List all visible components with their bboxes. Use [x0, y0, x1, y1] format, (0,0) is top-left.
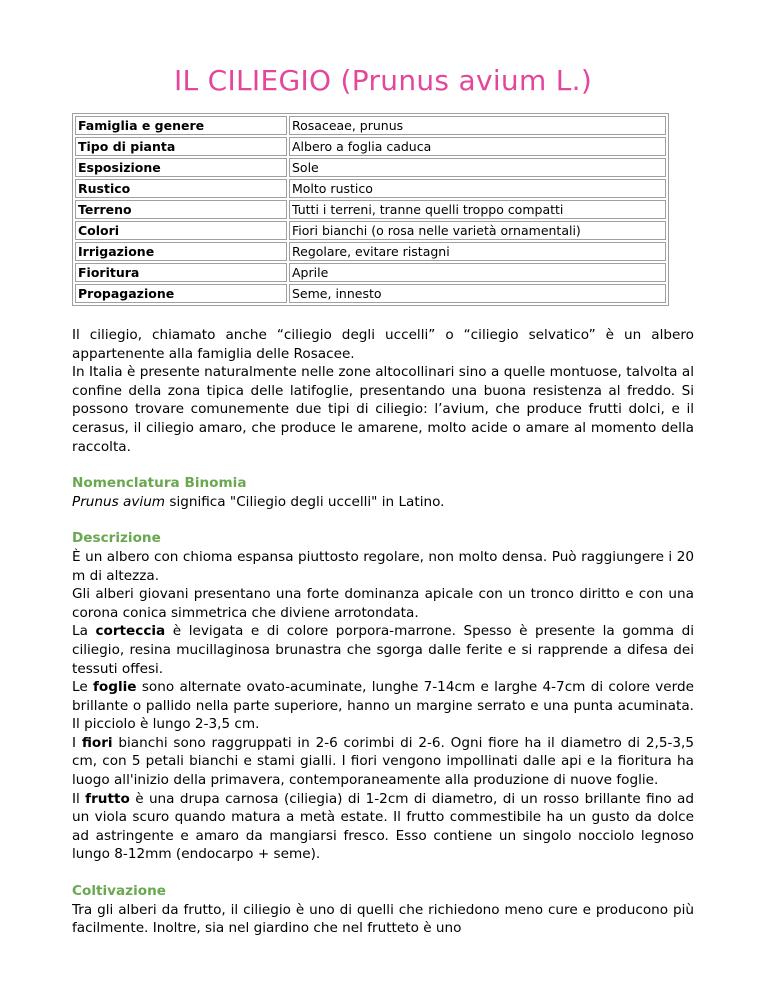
- corteccia-term: corteccia: [95, 623, 166, 640]
- frutto-text: è una drupa carnosa (ciliegia) di 1-2cm di diametro, di un rosso brillante fino ad un viola scuro quando matura a metà estate. Il frutto commestibile ha un gusto da dolce ad astringente e amaro da mangiarsi fresco. Esso contiene un singolo nocciolo legnoso lungo 8-12mm (endocarpo + seme).: [72, 790, 694, 863]
- info-value: Albero a foglia caduca: [289, 137, 666, 156]
- info-value: Fiori bianchi (o rosa nelle varietà ornamentali): [289, 221, 666, 240]
- frutto-term: frutto: [85, 790, 130, 807]
- info-value: Sole: [289, 158, 666, 177]
- descrizione-paragraph-2: Gli alberi giovani presentano una forte dominanza apicale con un tronco diritto e con una corona conica simmetrica che diviene arrotondata.: [72, 586, 694, 621]
- info-value: Regolare, evitare ristagni: [289, 242, 666, 261]
- info-row: [75, 137, 666, 156]
- binomial-name: Prunus avium: [72, 493, 166, 510]
- info-row: [75, 116, 666, 135]
- frutto-paragraph: [72, 790, 694, 864]
- section-heading-descrizione: Descrizione: [72, 530, 161, 547]
- info-row: [75, 263, 666, 282]
- info-key: Tipo di pianta: [75, 137, 287, 156]
- nomenclatura-paragraph: [72, 493, 694, 512]
- section-heading-coltivazione: Coltivazione: [72, 883, 166, 900]
- frutto-pre: Il: [72, 790, 86, 807]
- corteccia-paragraph: [72, 622, 694, 678]
- fiori-text: bianchi sono raggruppati in 2-6 corimbi di 2-6. Ogni fiore ha il diametro di 2,5-3,5 cm, con 5 petali bianchi e stami gialli. I fiori vengono impollinati dalle api e la fioritura ha luogo all'inizio della primavera, contemporaneamente alla produzione di nuove foglie.: [72, 734, 694, 789]
- info-value: Molto rustico: [289, 179, 666, 198]
- info-key: Propagazione: [75, 284, 287, 303]
- info-key: Fioritura: [75, 263, 287, 282]
- fiori-term: fiori: [81, 734, 113, 751]
- info-key: Rustico: [75, 179, 287, 198]
- page-title: IL CILIEGIO (Prunus avium L.): [173, 64, 593, 97]
- info-row: [75, 200, 666, 219]
- info-value: Tutti i terreni, tranne quelli troppo compatti: [289, 200, 666, 219]
- info-value: Rosaceae, prunus: [289, 116, 666, 135]
- intro-paragraph-2: In Italia è presente naturalmente nelle zone altocollinari sino a quelle montuose, talvolta al confine della zona tipica delle latifoglie, presentando una buona resistenza al freddo. Si possono trovare comunemente due tipi di ciliegio: l’avium, che produce frutti dolci, e il cerasus, il ciliegio amaro, che produce le amarene, molto acide o amare al momento della raccolta.: [72, 364, 694, 455]
- info-key: Esposizione: [75, 158, 287, 177]
- section-heading-nomenclatura: Nomenclatura Binomia: [72, 475, 247, 492]
- corteccia-pre: La: [72, 623, 96, 640]
- foglie-text: sono alternate ovato-acuminate, lunghe 7-14cm e larghe 4-7cm di colore verde brillante o pallido nella parte superiore, hanno un margine serrato e una punta acuminata. Il picciolo è lungo 2-3,5 cm.: [72, 679, 694, 733]
- info-key: Terreno: [75, 200, 287, 219]
- info-table: [72, 113, 669, 306]
- document-page: [72, 0, 694, 938]
- descrizione-paragraph-1: È un albero con chioma espansa piuttosto regolare, non molto densa. Può raggiungere i 20 m di altezza.: [72, 548, 694, 584]
- fiori-pre: I: [72, 734, 82, 751]
- foglie-term: foglie: [93, 679, 137, 696]
- info-row: [75, 221, 666, 240]
- info-key: Colori: [75, 221, 287, 240]
- info-row: [75, 284, 666, 303]
- info-row: [75, 179, 666, 198]
- info-row: [75, 242, 666, 261]
- coltivazione-paragraph: Tra gli alberi da frutto, il ciliegio è uno di quelli che richiedono meno cure e producono più facilmente. Inoltre, sia nel giardino che nel frutteto è uno: [72, 901, 694, 937]
- info-value: Seme, innesto: [289, 284, 666, 303]
- info-key: Irrigazione: [75, 242, 287, 261]
- corteccia-text: è levigata e di colore porpora-marrone. Spesso è presente la gomma di ciliegio, resina mucillaginosa brunastra che sgorga dalle ferite e si rapprende a difesa dei tessuti offesi.: [72, 623, 694, 677]
- info-value: Aprile: [289, 263, 666, 282]
- foglie-paragraph: [72, 678, 694, 734]
- fiori-paragraph: [72, 734, 694, 790]
- intro-paragraph-1: Il ciliegio, chiamato anche “ciliegio degli uccelli” o “ciliegio selvatico” è un albero appartenente alla famiglia delle Rosacee.: [72, 327, 694, 362]
- nomenclatura-text: significa "Ciliegio degli uccelli" in Latino.: [165, 493, 445, 510]
- info-key: Famiglia e genere: [75, 116, 287, 135]
- info-row: [75, 158, 666, 177]
- foglie-pre: Le: [72, 679, 93, 696]
